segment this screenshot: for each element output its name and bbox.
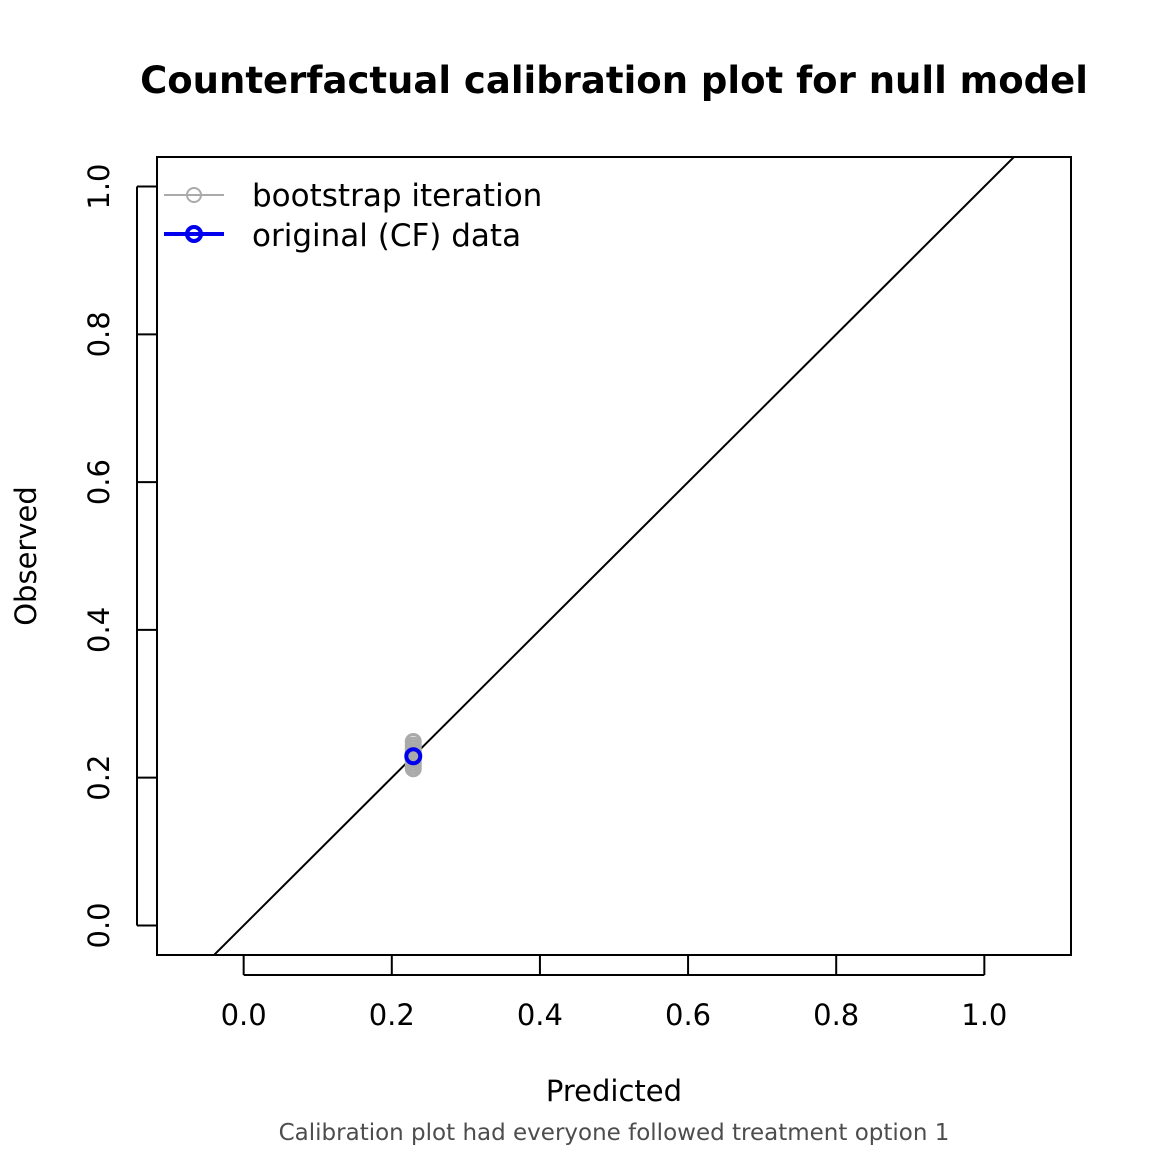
- y-tick-label: 0.6: [82, 459, 116, 506]
- y-tick-label: 0.0: [82, 902, 116, 949]
- chart-subtitle: Calibration plot had everyone followed treatment option 1: [278, 1120, 950, 1146]
- y-tick-label: 0.8: [82, 311, 116, 358]
- x-tick-label: 0.4: [516, 998, 563, 1032]
- y-axis-label: Observed: [9, 486, 43, 626]
- x-tick-label: 0.2: [368, 998, 415, 1032]
- x-tick-label: 0.0: [220, 998, 267, 1032]
- x-axis-label: Predicted: [545, 1074, 683, 1108]
- y-tick-label: 0.4: [82, 606, 116, 653]
- x-tick-label: 0.6: [665, 998, 712, 1032]
- chart-title: Counterfactual calibration plot for null model: [140, 59, 1088, 102]
- plot-area: [82, 100, 1071, 1032]
- x-tick-label: 1.0: [961, 998, 1008, 1032]
- legend-original-label: original (CF) data: [252, 218, 522, 254]
- y-tick-label: 0.2: [82, 754, 116, 801]
- y-tick-label: 1.0: [82, 163, 116, 210]
- legend: [164, 178, 542, 254]
- x-tick-label: 0.8: [813, 998, 860, 1032]
- legend-bootstrap-label: bootstrap iteration: [252, 178, 543, 214]
